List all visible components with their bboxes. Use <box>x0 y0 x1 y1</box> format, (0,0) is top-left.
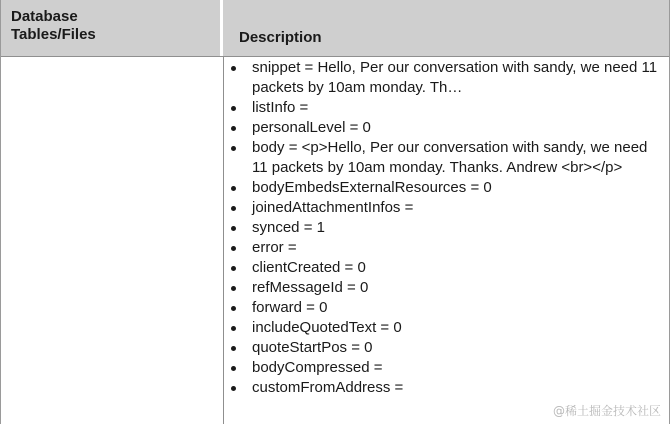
bullet-icon <box>231 286 236 291</box>
list-item-text: refMessageId = 0 <box>252 279 369 296</box>
list-item <box>229 278 659 298</box>
list-item-text: includeQuotedText = 0 <box>252 319 402 336</box>
list-item-text: bodyEmbedsExternalResources = 0 <box>252 179 492 196</box>
bullet-icon <box>231 106 236 111</box>
list-item <box>229 318 659 338</box>
bullet-icon <box>231 146 236 151</box>
list-item-text: forward = 0 <box>252 299 328 316</box>
bullet-icon <box>231 366 236 371</box>
list-item-text: listInfo = <box>252 99 309 116</box>
list-item <box>229 358 659 378</box>
list-item <box>229 218 659 238</box>
list-item-text: personalLevel = 0 <box>252 119 371 136</box>
list-item-text: snippet = Hello, Per our conversation with sandy, we need 11 packets by 10am monday. Th… <box>252 59 658 96</box>
header-database-tables-files <box>1 0 223 56</box>
list-item-text: error = <box>252 239 297 256</box>
bullet-icon <box>231 126 236 131</box>
list-item <box>229 378 659 398</box>
bullet-icon <box>231 246 236 251</box>
list-item-text: clientCreated = 0 <box>252 259 366 276</box>
bullet-icon <box>231 186 236 191</box>
bullet-icon <box>231 206 236 211</box>
list-item-text: body = <p>Hello, Per our conversation with sandy, we need 11 packets by 10am monday. Thanks. Andrew <br></p> <box>252 139 648 176</box>
table-header <box>1 0 669 57</box>
list-item <box>229 98 659 118</box>
list-item <box>229 58 659 98</box>
list-item-text: customFromAddress = <box>252 379 404 396</box>
list-item <box>229 238 659 258</box>
list-item <box>229 118 659 138</box>
header-col1-label: Database Tables/Files <box>11 8 96 43</box>
watermark: @稀土掘金技术社区 <box>552 404 661 418</box>
list-item-text: joinedAttachmentInfos = <box>252 199 414 216</box>
list-item <box>229 138 659 178</box>
bullet-icon <box>231 346 236 351</box>
bullet-icon <box>231 306 236 311</box>
bullet-icon <box>231 266 236 271</box>
list-item-text: quoteStartPos = 0 <box>252 339 373 356</box>
description-list <box>229 58 659 398</box>
list-item <box>229 338 659 358</box>
bullet-icon <box>231 66 236 71</box>
bullet-icon <box>231 326 236 331</box>
header-col2-label: Description <box>239 29 322 46</box>
column-divider <box>223 56 224 424</box>
list-item <box>229 198 659 218</box>
list-item-text: bodyCompressed = <box>252 359 383 376</box>
list-item-text: synced = 1 <box>252 219 325 236</box>
list-item <box>229 298 659 318</box>
list-item <box>229 178 659 198</box>
header-description <box>239 29 322 47</box>
list-item <box>229 258 659 278</box>
bullet-icon <box>231 386 236 391</box>
bullet-icon <box>231 226 236 231</box>
